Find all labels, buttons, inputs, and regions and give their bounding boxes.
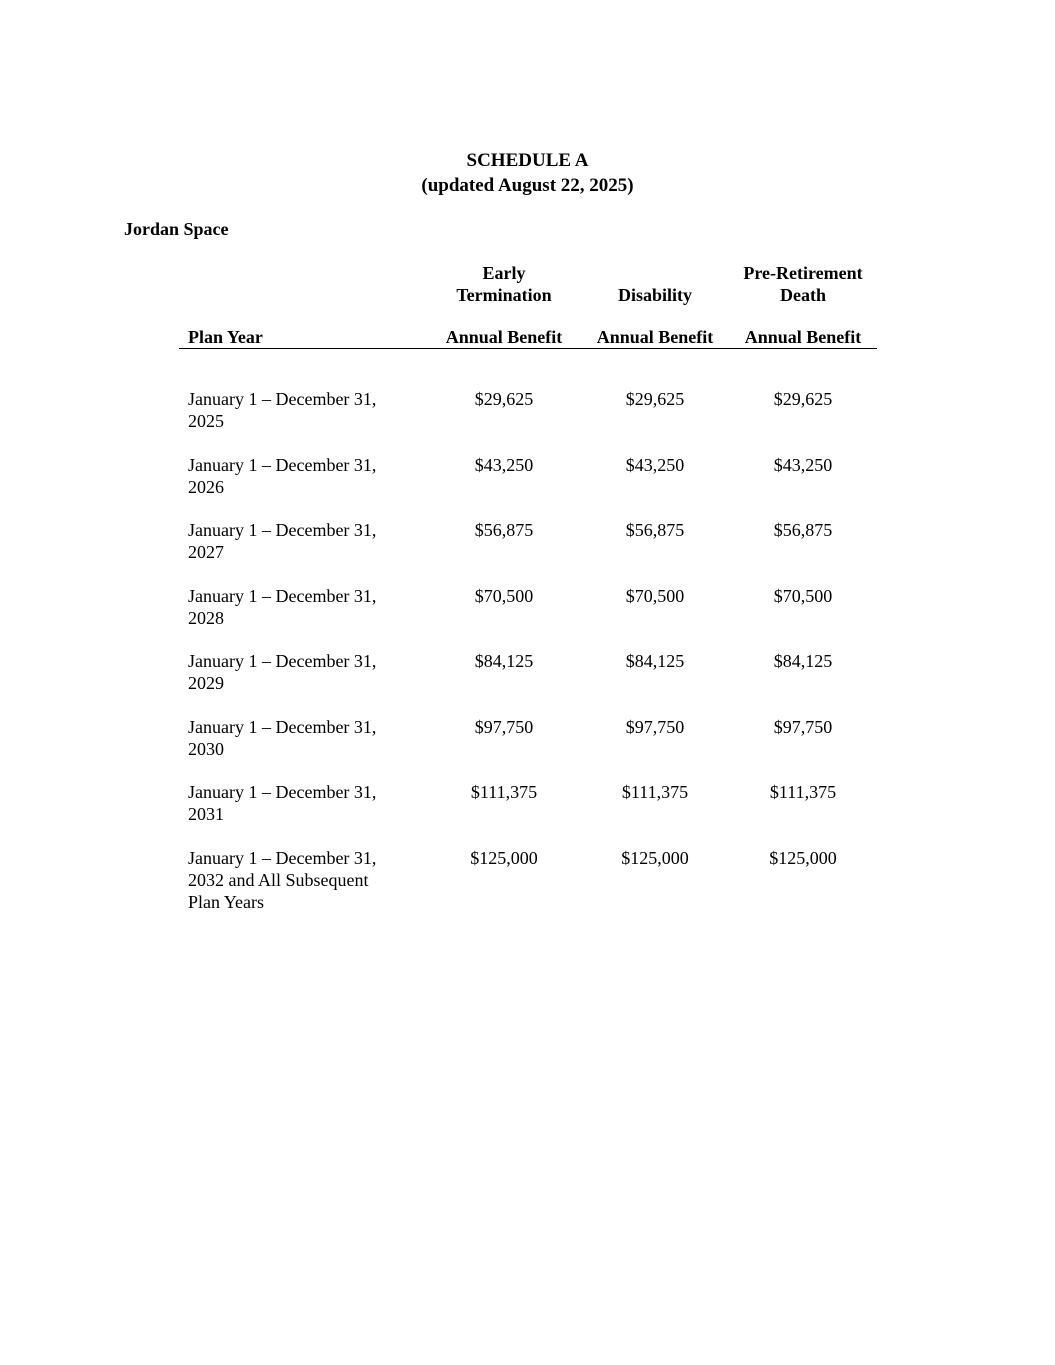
- plan-year-cell: January 1 – December 31, 2029: [188, 651, 377, 693]
- early-termination-cell: $43,250: [474, 454, 534, 475]
- column-header-plan-year: Plan Year: [188, 327, 263, 347]
- table-row: [179, 519, 877, 585]
- document-header: [0, 148, 1055, 198]
- column-header-annual-benefit: Annual Benefit: [445, 327, 563, 347]
- early-termination-cell: $84,125: [474, 651, 534, 671]
- disability-cell: $56,875: [625, 520, 685, 540]
- pre-retirement-death-cell: $111,375: [769, 782, 837, 802]
- plan-year-cell: January 1 – December 31, 2031: [188, 782, 377, 824]
- pre-retirement-death-cell: $56,875: [773, 520, 833, 540]
- table-row: [179, 585, 877, 651]
- column-header-annual-benefit: Annual Benefit: [596, 327, 714, 347]
- group-header-early-termination: Early Termination: [456, 263, 552, 305]
- table-row: [179, 781, 877, 847]
- disability-cell: $125,000: [621, 847, 689, 868]
- benefit-schedule-table: [179, 260, 877, 912]
- disability-cell: $97,750: [625, 716, 685, 737]
- page-title: SCHEDULE A: [466, 150, 589, 171]
- table-row: [179, 454, 877, 520]
- plan-year-cell: January 1 – December 31, 2030: [188, 716, 377, 759]
- pre-retirement-death-cell: $70,500: [773, 585, 833, 606]
- plan-year-cell: January 1 – December 31, 2032 and All Subsequent Plan Years: [188, 847, 377, 912]
- early-termination-cell: $111,375: [470, 782, 538, 802]
- table-row: [179, 716, 877, 782]
- recipient-name: Jordan Space: [124, 219, 229, 239]
- pre-retirement-death-cell: $125,000: [769, 847, 837, 868]
- early-termination-cell: $97,750: [474, 716, 534, 737]
- plan-year-cell: January 1 – December 31, 2026: [188, 454, 377, 497]
- table-column-header-row: [179, 326, 877, 349]
- disability-cell: $70,500: [625, 585, 685, 606]
- disability-cell: $43,250: [625, 454, 685, 475]
- column-header-annual-benefit: Annual Benefit: [744, 327, 862, 347]
- table-row: [179, 388, 877, 454]
- pre-retirement-death-cell: $84,125: [773, 651, 833, 671]
- plan-year-cell: January 1 – December 31, 2028: [188, 585, 377, 628]
- table-group-header-row: [179, 260, 877, 326]
- early-termination-cell: $56,875: [474, 520, 534, 540]
- page-subtitle: (updated August 22, 2025): [421, 175, 634, 196]
- pre-retirement-death-cell: $29,625: [773, 389, 833, 409]
- group-header-pre-retirement-death: Pre-Retirement Death: [743, 263, 863, 305]
- disability-cell: $29,625: [625, 389, 685, 409]
- early-termination-cell: $125,000: [470, 847, 538, 868]
- pre-retirement-death-cell: $97,750: [773, 716, 833, 737]
- table-body: [179, 349, 877, 912]
- group-header-disability: Disability: [617, 285, 692, 305]
- early-termination-cell: $29,625: [474, 389, 534, 409]
- pre-retirement-death-cell: $43,250: [773, 454, 833, 475]
- plan-year-cell: January 1 – December 31, 2027: [188, 520, 377, 562]
- disability-cell: $111,375: [621, 782, 689, 802]
- table-row: [179, 847, 877, 913]
- disability-cell: $84,125: [625, 651, 685, 671]
- early-termination-cell: $70,500: [474, 585, 534, 606]
- plan-year-cell: January 1 – December 31, 2025: [188, 389, 377, 431]
- table-row: [179, 650, 877, 716]
